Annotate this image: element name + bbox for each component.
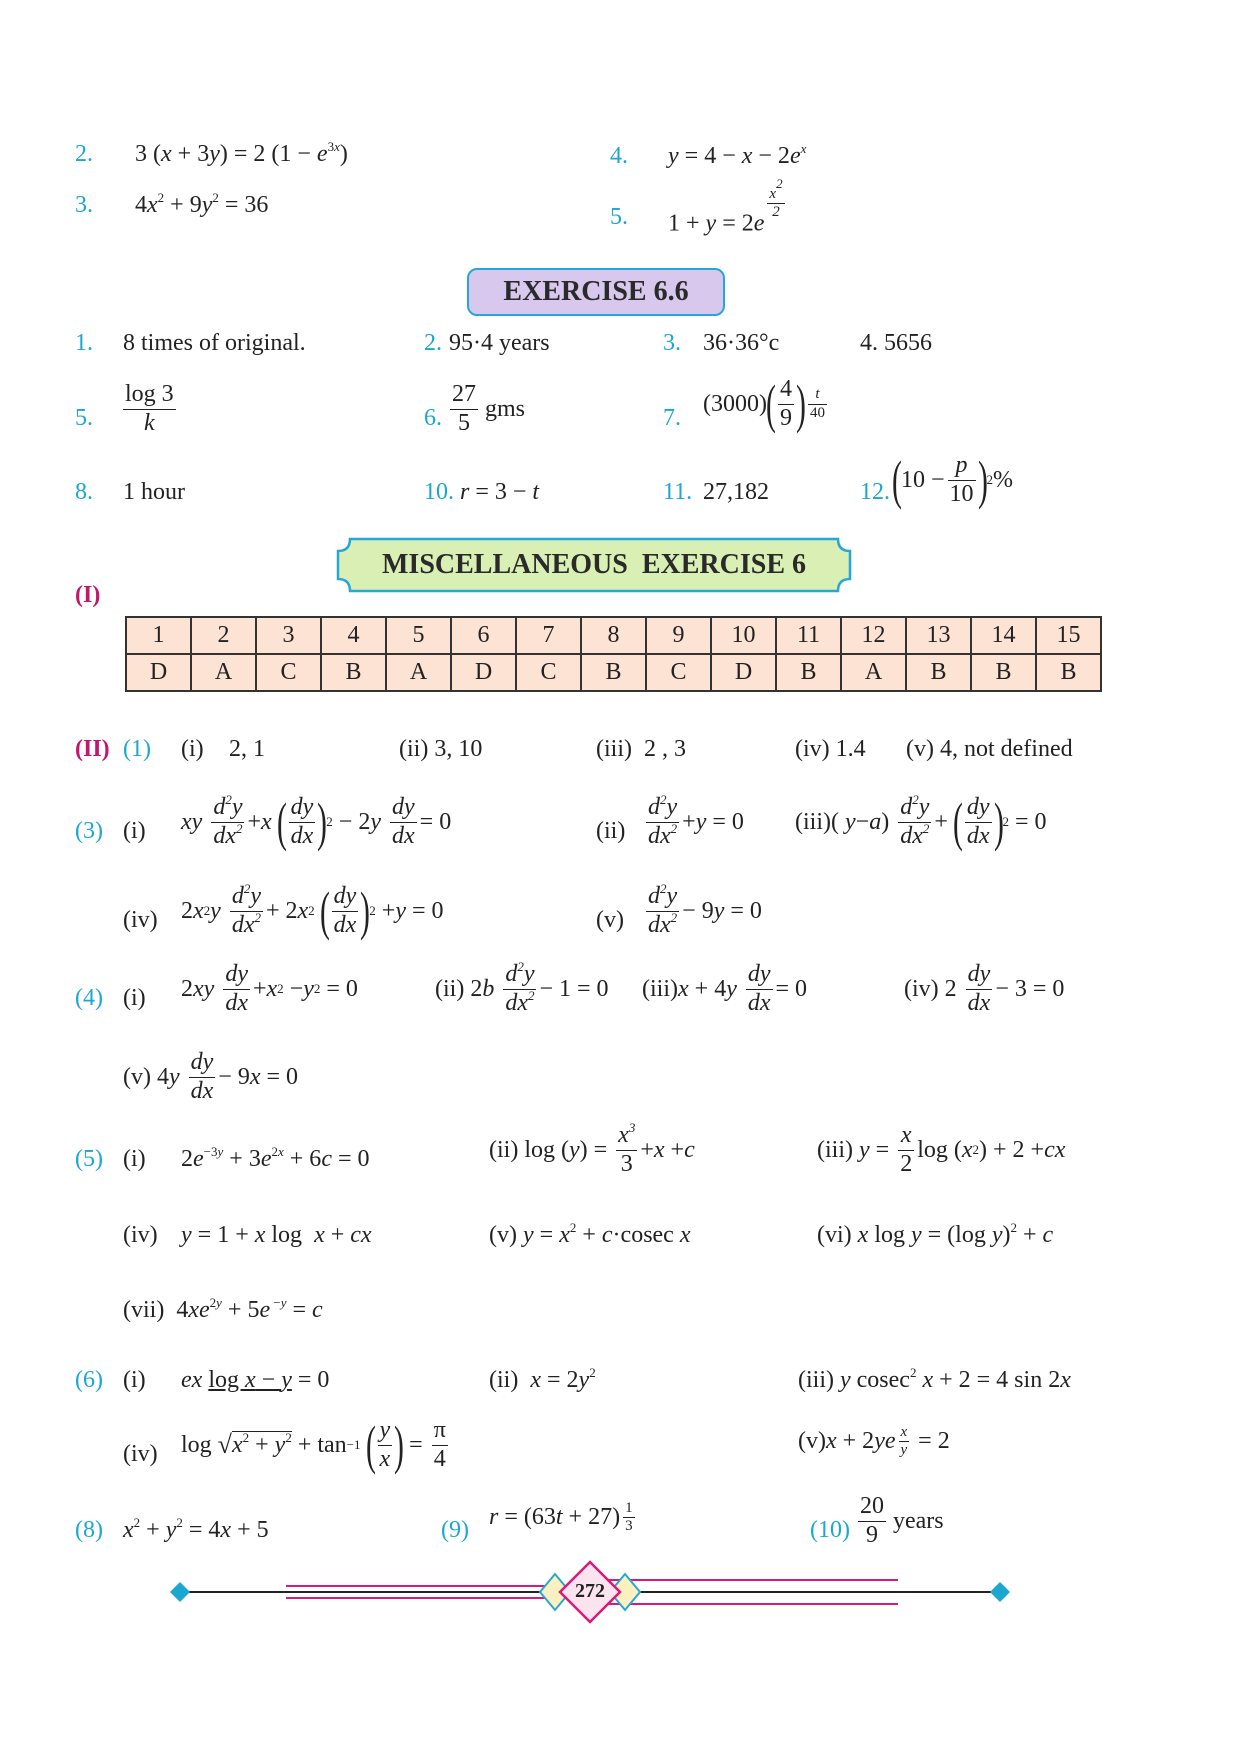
mcq-question-number: 2 <box>191 617 256 654</box>
mcq-question-number: 13 <box>906 617 971 654</box>
q6-iii-equation: (iii) y cosec$^2$ x + 2 = 4 sin 2x <box>798 1365 1071 1393</box>
q1-iii-answer: (iii) 2 , 3 <box>596 736 686 762</box>
ex66-q5-number: 5. <box>75 405 93 431</box>
q5-i-label: (i) <box>123 1146 146 1172</box>
ex66-q2-number: 2. <box>424 330 442 356</box>
page-number: 272 <box>575 1580 605 1602</box>
q10-answer <box>855 1493 944 1549</box>
mcq-question-number: 6 <box>451 617 516 654</box>
q6-iv-label: (iv) <box>123 1441 158 1467</box>
ex66-q6-unit: gms <box>485 395 526 422</box>
q3-iv-label: (iv) <box>123 907 158 933</box>
ex66-q7-numerator: 4 <box>778 376 794 405</box>
ex66-q5-answer <box>120 381 179 437</box>
mcq-question-number: 1 <box>126 617 191 654</box>
q1-i-label: (i) <box>181 736 204 762</box>
ex66-q4-answer: 4. 5656 <box>860 330 932 356</box>
q4-i-equation: 2 xy $\frac{dy}{dx}$ + x 2 − y 2 = 0 <box>181 961 358 1016</box>
mcq-question-number: 11 <box>776 617 841 654</box>
part-1-label: (I) <box>75 582 101 608</box>
q10-unit: years <box>893 1507 944 1534</box>
answer-2-number: 2. <box>75 141 93 167</box>
mcq-question-number: 5 <box>386 617 451 654</box>
mcq-answer-table <box>125 616 1102 692</box>
mcq-question-number: 12 <box>841 617 906 654</box>
q1-ii-answer: (ii) 3, 10 <box>399 736 483 762</box>
q6-number: (6) <box>75 1367 103 1393</box>
q8-number: (8) <box>75 1517 103 1543</box>
q1-iv-answer: (iv) 1.4 <box>795 736 866 762</box>
ex66-q8-answer: 1 hour <box>123 479 185 505</box>
q3-i-equation: xy $\frac{d^2y}{dx^2}$ + x ( $\frac{dy}{dx}$ ) 2 − 2 y $\frac{dy}{dx}$ = 0 <box>181 792 452 853</box>
q10-number: (10) <box>810 1517 850 1543</box>
answer-3-equation: $4x^2 + 9y^2 = 36$ <box>135 190 269 218</box>
answer-4-equation: $y = 4 - x - 2e^x$ <box>668 141 807 169</box>
mcq-answer-letter: A <box>191 654 256 691</box>
q4-v-equation: (v) 4 y $\frac{dy}{dx}$ − 9 x = 0 <box>123 1049 299 1104</box>
q5-vi-equation: (vi) x log y = (log y)$^2$ + c <box>817 1220 1054 1248</box>
q10-numerator: 20 <box>858 1493 886 1522</box>
mcq-answer-letter: B <box>581 654 646 691</box>
exercise-6-6-title: EXERCISE 6.6 <box>467 268 725 316</box>
mcq-question-number: 15 <box>1036 617 1101 654</box>
q8-answer: $x^2 + y^2 = 4x + 5$ <box>123 1515 269 1543</box>
q5-number: (5) <box>75 1146 103 1172</box>
mcq-answer-row <box>126 654 1101 691</box>
q4-ii-equation: (ii) 2 b $\frac{d^2y}{dx^2}$ − 1 = 0 <box>435 959 609 1016</box>
q4-number: (4) <box>75 985 103 1011</box>
q3-ii-label: (ii) <box>596 818 626 844</box>
ex66-q3-number: 3. <box>663 330 681 356</box>
ex66-q5-denominator: k <box>144 409 155 436</box>
mcq-answer-letter: B <box>971 654 1036 691</box>
ex66-q8-number: 8. <box>75 479 93 505</box>
ex66-q6-numerator: 27 <box>450 381 478 410</box>
q3-v-equation: $\frac{d^2y}{dx^2}$ − 9 y = 0 <box>648 881 762 938</box>
ex66-q6-number: 6. <box>424 405 442 431</box>
mcq-answer-letter: B <box>906 654 971 691</box>
ex66-q7-exp-num: t <box>808 386 827 404</box>
ex66-q6-answer <box>447 381 525 437</box>
mcq-question-number: 3 <box>256 617 321 654</box>
mcq-answer-letter: C <box>646 654 711 691</box>
q6-i-label: (i) <box>123 1367 146 1393</box>
mcq-question-number: 8 <box>581 617 646 654</box>
q5-i-equation: $2e^{-3y} + 3e^{2x} + 6c = 0$ <box>181 1144 370 1172</box>
q4-iii-equation: (iii) x + 4 y $\frac{dy}{dx}$ = 0 <box>642 961 808 1016</box>
ex66-q6-denominator: 5 <box>458 409 470 436</box>
ex66-q1-answer: 8 times of original. <box>123 330 306 356</box>
q3-iv-equation: 2 x 2 y $\frac{d^2y}{dx^2}$ + 2 x 2 ( $\frac{dy}{dx}$ ) 2 + y = 0 <box>181 881 444 942</box>
mcq-answer-letter: D <box>711 654 776 691</box>
q6-i-equation: ex log x − y = 0 <box>181 1367 330 1393</box>
ex66-q12-answer: ( 10 − $\frac{p}{10}$ ) 2 % <box>892 450 1014 511</box>
mcq-answer-letter: A <box>386 654 451 691</box>
mcq-answer-letter: D <box>126 654 191 691</box>
q6-iv-equation: log √ $x^2 + y^2$ + tan −1 ( $\frac{y}{x}$ ) = $\frac{\pi}{4}$ <box>181 1415 446 1476</box>
q3-i-label: (i) <box>123 818 146 844</box>
q1-i-answer: 2, 1 <box>229 736 265 762</box>
ex66-q2-answer: 95·4 years <box>449 330 550 356</box>
q5-ii-equation: (ii) log ( y ) = $\frac{x^3}{3}$ + x + c <box>489 1120 695 1177</box>
q5-iii-equation: (iii) y = $\frac{x}{2}$ log ( x 2 ) + 2 + cx <box>817 1122 1066 1177</box>
answer-5-number: 5. <box>610 204 628 230</box>
q9-answer: r = (63 t + 27) $\frac{1}{3}$ <box>489 1500 633 1535</box>
q9-number: (9) <box>441 1517 469 1543</box>
ex66-q12-number: 12. <box>860 479 890 505</box>
q3-v-label: (v) <box>596 907 624 933</box>
mcq-question-number: 9 <box>646 617 711 654</box>
q4-iv-equation: (iv) 2 $\frac{dy}{dx}$ − 3 = 0 <box>904 961 1065 1016</box>
mcq-answer-letter: D <box>451 654 516 691</box>
mcq-answer-letter: B <box>321 654 386 691</box>
ex66-q7-answer: (3000) ( $\frac{4}{9}$ ) $\frac{t}{40}$ <box>703 374 825 435</box>
answer-4-number: 4. <box>610 143 628 169</box>
part-2-label: (II) <box>75 736 110 762</box>
q3-iii-equation: (iii)( y − a ) $\frac{d^2y}{dx^2}$ + ( $\frac{dy}{dx}$ ) 2 = 0 <box>795 792 1047 853</box>
mcq-answer-letter: A <box>841 654 906 691</box>
q3-number: (3) <box>75 818 103 844</box>
q5-iv-label: (iv) <box>123 1222 158 1248</box>
q6-v-equation: (v) x + 2 ye $\frac{x}{y}$ = 2 <box>798 1424 950 1459</box>
ex66-q10-number: 10. <box>424 479 454 505</box>
ex66-q10-answer: r = 3 − t <box>460 479 540 505</box>
q6-ii-equation: (ii) $x = 2y^2$ <box>489 1365 596 1393</box>
answer-5-equation: 1 + y = 2e $\frac{x^2}{2}$ <box>668 176 783 237</box>
ex66-q5-numerator: log 3 <box>123 381 176 410</box>
mcq-question-number-row <box>126 617 1101 654</box>
q4-i-label: (i) <box>123 985 146 1011</box>
ex66-q3-answer: 36·36°c <box>703 330 780 356</box>
ex66-q11-answer: 27,182 <box>703 479 769 505</box>
misc-exercise-title: MISCELLANEOUS EXERCISE 6 <box>382 549 806 580</box>
q5-vii-equation: (vii) $4xe^{2y} + 5e$ $^{-y}$ = c <box>123 1295 323 1323</box>
q5-v-equation: (v) $y = x^2 + c\cdot cosec$ x <box>489 1220 691 1248</box>
ex66-q7-prefix: (3000) <box>703 390 767 417</box>
ex66-q1-number: 1. <box>75 330 93 356</box>
mcq-answer-letter: C <box>256 654 321 691</box>
mcq-answer-letter: B <box>1036 654 1101 691</box>
mcq-answer-letter: B <box>776 654 841 691</box>
ex66-q7-denominator: 9 <box>779 404 792 431</box>
mcq-question-number: 14 <box>971 617 1036 654</box>
q10-denominator: 9 <box>866 1521 878 1548</box>
q1-v-answer: (v) 4, not defined <box>906 736 1073 762</box>
q5-iv-equation: y = 1 + x log x + cx <box>181 1222 372 1248</box>
ex66-q11-number: 11. <box>663 479 693 505</box>
q3-ii-equation: $\frac{d^2y}{dx^2}$ + y = 0 <box>648 792 744 849</box>
answer-3-number: 3. <box>75 192 93 218</box>
ex66-q7-exp-den: 40 <box>809 404 825 421</box>
q1-number: (1) <box>123 736 151 762</box>
answer-2-equation: 3 (x + 3y) = 2 $(1 - e^{3x})$ <box>135 139 348 167</box>
mcq-question-number: 4 <box>321 617 386 654</box>
mcq-answer-letter: C <box>516 654 581 691</box>
mcq-question-number: 7 <box>516 617 581 654</box>
mcq-question-number: 10 <box>711 617 776 654</box>
ex66-q7-number: 7. <box>663 405 681 431</box>
